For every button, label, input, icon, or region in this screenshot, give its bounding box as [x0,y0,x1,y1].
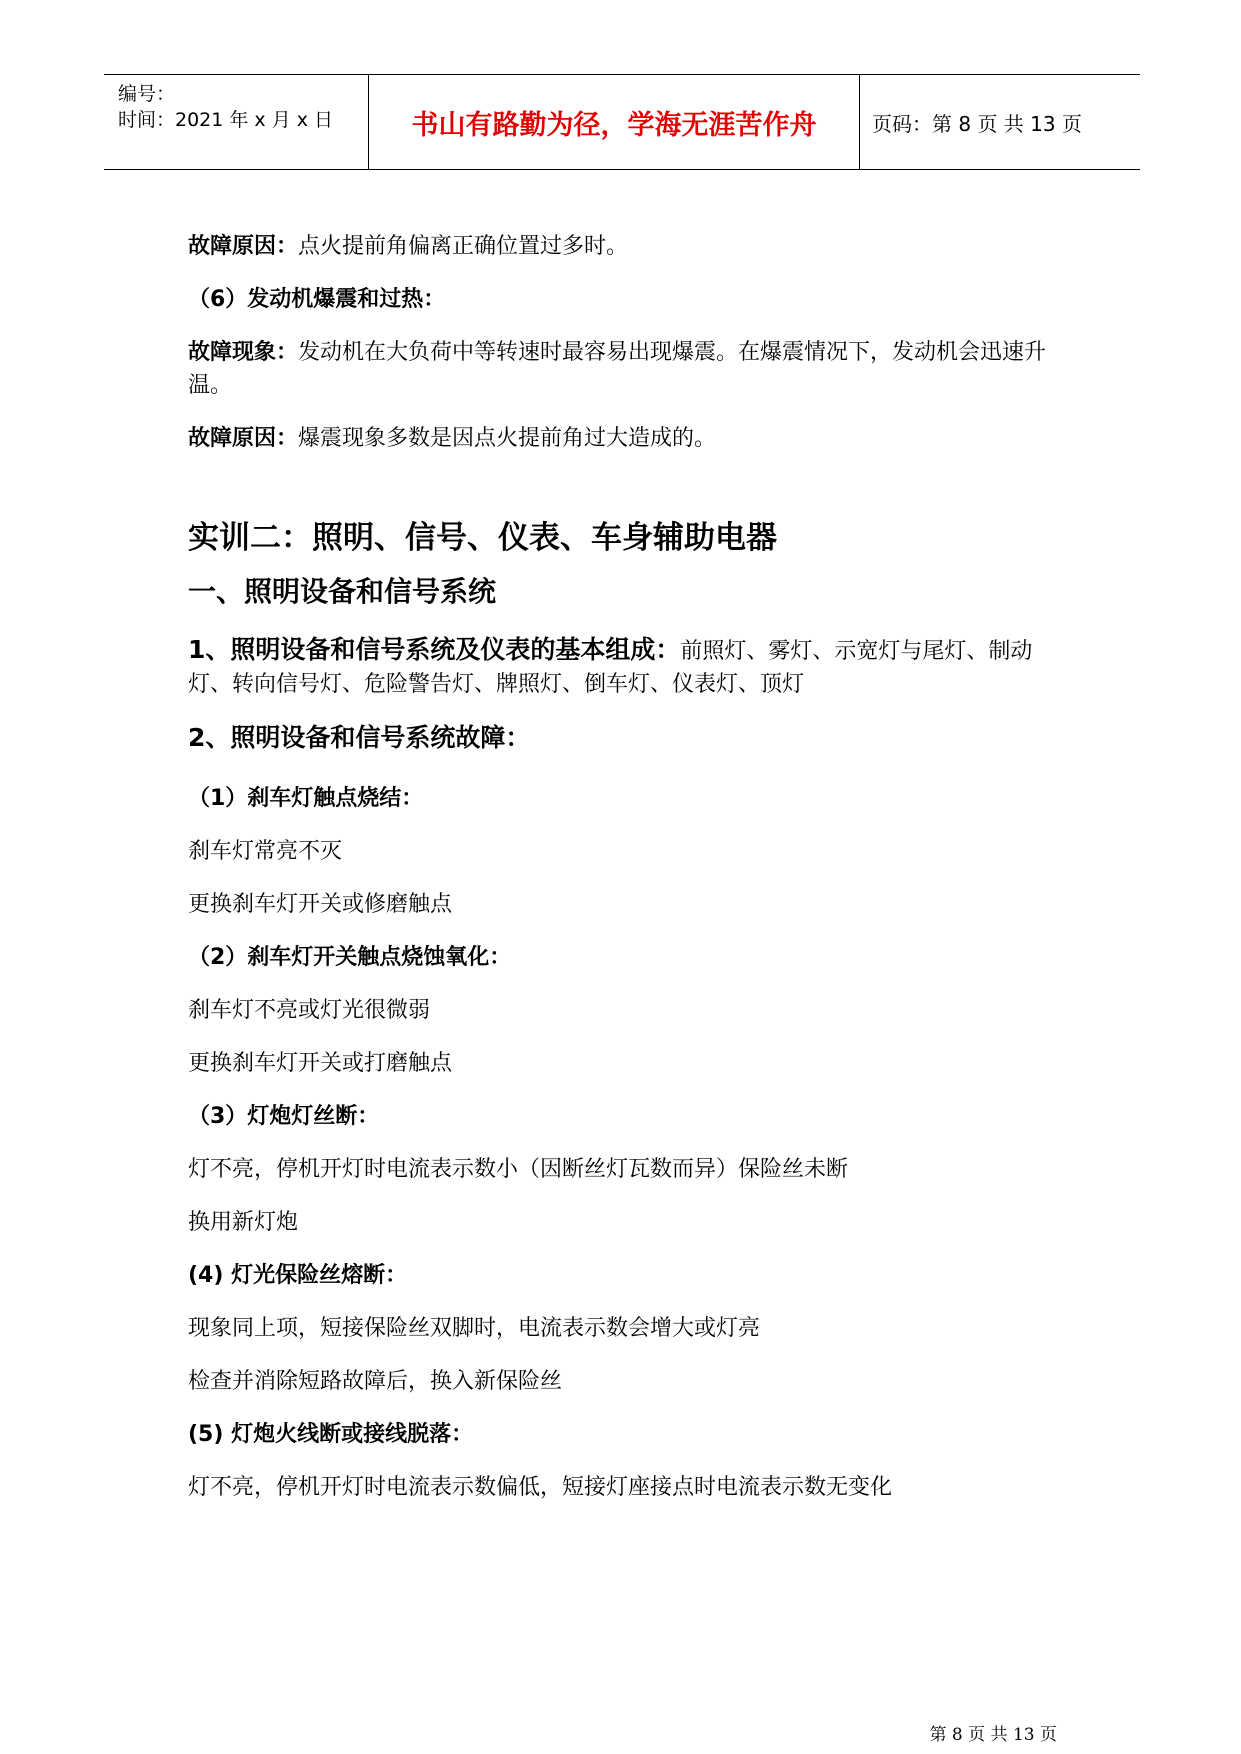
composition-label: 1、照明设备和信号系统及仪表的基本组成： [188,635,681,664]
subsection-title: 一、照明设备和信号系统 [188,575,497,608]
fault-fix: 换用新灯炮 [188,1210,299,1235]
fault-symptom: 灯不亮，停机开灯时电流表示数偏低，短接灯座接点时电流表示数无变化 [188,1475,893,1500]
item-title: （6）发动机爆震和过热： [188,287,446,312]
symptom-label: 故障现象： [188,340,299,365]
fault-fix: 更换刹车灯开关或打磨触点 [188,1051,453,1076]
header-motto: 书山有路勤为径，学海无涯苦作舟 [411,109,817,141]
fault-title: （3）灯炮灯丝断： [188,1104,380,1129]
document-time-label: 时间：2021 年 x 月 x 日 [118,109,334,131]
document-number-label: 编号： [118,83,176,105]
cause-text: 点火提前角偏离正确位置过多时。 [298,234,629,259]
fault-fix: 更换刹车灯开关或修磨触点 [188,892,453,917]
fault-title: (4) 灯光保险丝熔断： [188,1263,408,1288]
fault-symptom: 刹车灯不亮或灯光很微弱 [188,998,431,1023]
faults-heading [188,721,1068,756]
header-divider [859,75,860,169]
header-meta [104,75,368,169]
header-page-info: 页码：第 8 页 共 13 页 [872,111,1082,136]
fault-fix: 检查并消除短路故障后，换入新保险丝 [188,1369,563,1394]
paragraph-cause [188,422,1068,455]
fault-title: （1）刹车灯触点烧结： [188,786,424,811]
cause-label: 故障原因： [188,426,299,451]
symptom-text: 发动机在大负荷中等转速时最容易出现爆震。在爆震情况下，发动机会迅速升温。 [188,340,1047,398]
paragraph-composition [188,633,1068,701]
fault-symptom: 现象同上项，短接保险丝双脚时，电流表示数会增大或灯亮 [188,1316,761,1341]
cause-label: 故障原因： [188,234,299,259]
fault-symptom: 刹车灯常亮不灭 [188,839,343,864]
cause-text: 爆震现象多数是因点火提前角过大造成的。 [298,426,717,451]
section-title: 实训二：照明、信号、仪表、车身辅助电器 [188,520,777,556]
page-header [104,74,1140,170]
paragraph-symptom [188,336,1068,402]
faults-title: 2、照明设备和信号系统故障： [188,723,531,752]
fault-title: (5) 灯炮火线断或接线脱落： [188,1422,474,1447]
document-body [188,230,1068,1524]
page-footer: 第 8 页 共 13 页 [929,1725,1057,1745]
fault-title: （2）刹车灯开关触点烧蚀氧化： [188,945,512,970]
composition-text: 前照灯、雾灯、示宽灯与尾灯、制动灯、转向信号灯、危险警告灯、牌照灯、倒车灯、仪表灯、顶灯 [188,639,1033,697]
fault-symptom: 灯不亮，停机开灯时电流表示数小（因断丝灯瓦数而异）保险丝未断 [188,1157,849,1182]
paragraph-cause [188,230,1068,263]
